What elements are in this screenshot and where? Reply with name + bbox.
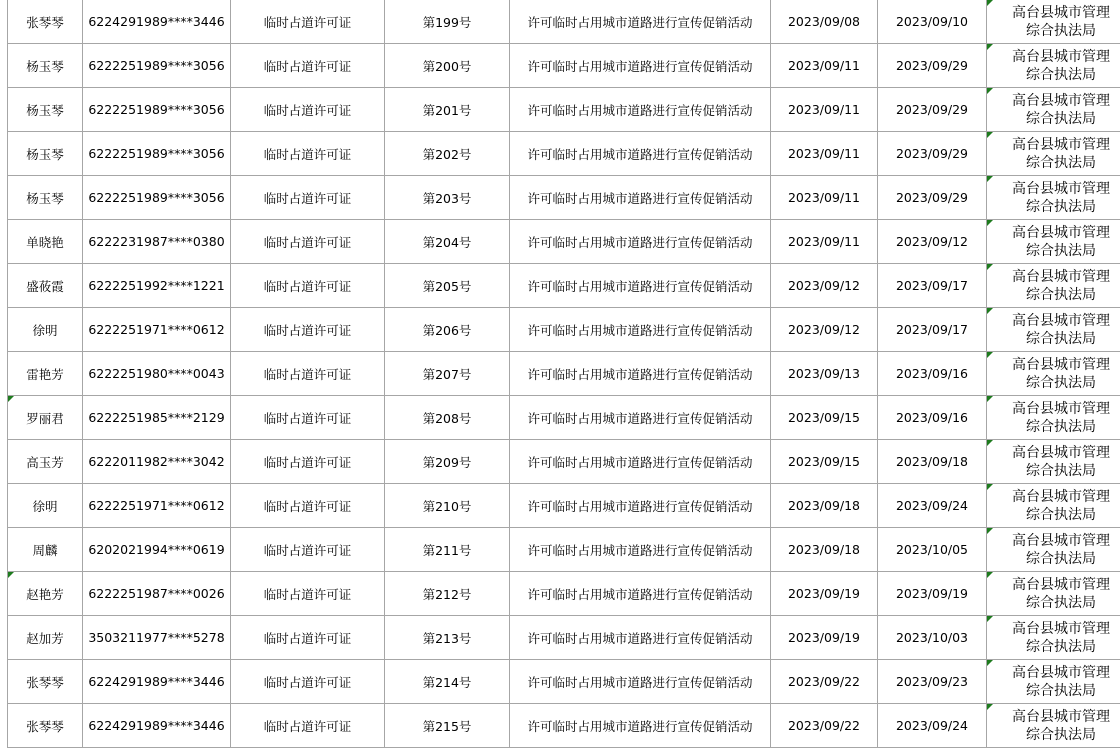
cell-note-marker — [987, 704, 993, 710]
issuing-authority-cell[interactable] — [987, 572, 1120, 616]
id-number-cell[interactable]: 6222251971****0612 — [83, 308, 231, 352]
permit-number-cell[interactable]: 第202号 — [385, 132, 510, 176]
table-row — [8, 176, 1120, 220]
applicant-name-cell[interactable]: 张琴琴 — [8, 660, 83, 704]
permit-content-cell[interactable]: 许可临时占用城市道路进行宣传促销活动 — [510, 660, 771, 704]
start-date-cell[interactable]: 2023/09/19 — [771, 616, 878, 660]
issuing-authority-cell[interactable] — [987, 704, 1120, 748]
id-number-cell[interactable]: 6202021994****0619 — [83, 528, 231, 572]
applicant-name-cell[interactable]: 盛莜霞 — [8, 264, 83, 308]
permit-content-cell[interactable]: 许可临时占用城市道路进行宣传促销活动 — [510, 220, 771, 264]
applicant-name-cell[interactable]: 张琴琴 — [8, 704, 83, 748]
authority-line-1: 高台县城市管理 — [1012, 4, 1110, 21]
id-number-cell[interactable]: 6222251989****3056 — [83, 44, 231, 88]
authority-line-1: 高台县城市管理 — [1012, 92, 1110, 109]
end-date-cell[interactable]: 2023/09/23 — [878, 660, 987, 704]
end-date-cell[interactable]: 2023/09/24 — [878, 484, 987, 528]
cell-note-marker — [987, 132, 993, 138]
table-row — [8, 88, 1120, 132]
permit-number-cell[interactable]: 第199号 — [385, 0, 510, 44]
table-row — [8, 352, 1120, 396]
start-date-cell[interactable]: 2023/09/22 — [771, 660, 878, 704]
authority-line-2: 综合执法局 — [1026, 286, 1096, 303]
end-date-cell[interactable]: 2023/10/05 — [878, 528, 987, 572]
id-number-cell[interactable]: 6224291989****3446 — [83, 0, 231, 44]
permit-content-cell[interactable]: 许可临时占用城市道路进行宣传促销活动 — [510, 616, 771, 660]
issuing-authority-cell[interactable] — [987, 352, 1120, 396]
cell-note-marker — [8, 572, 14, 578]
authority-line-1: 高台县城市管理 — [1012, 488, 1110, 505]
table-row — [8, 44, 1120, 88]
cell-note-marker — [987, 176, 993, 182]
start-date-cell[interactable]: 2023/09/11 — [771, 220, 878, 264]
permit-number-cell[interactable]: 第215号 — [385, 704, 510, 748]
table-row — [8, 528, 1120, 572]
authority-line-1: 高台县城市管理 — [1012, 576, 1110, 593]
permit-content-cell[interactable]: 许可临时占用城市道路进行宣传促销活动 — [510, 0, 771, 44]
id-number-cell[interactable]: 3503211977****5278 — [83, 616, 231, 660]
cell-note-marker — [987, 440, 993, 446]
permit-type-cell[interactable]: 临时占道许可证 — [231, 484, 385, 528]
cell-note-marker — [987, 616, 993, 622]
cell-note-marker — [987, 572, 993, 578]
authority-line-1: 高台县城市管理 — [1012, 664, 1110, 681]
start-date-cell[interactable]: 2023/09/11 — [771, 88, 878, 132]
applicant-name-cell[interactable]: 赵艳芳 — [8, 572, 83, 616]
permit-content-cell[interactable]: 许可临时占用城市道路进行宣传促销活动 — [510, 484, 771, 528]
permit-content-cell[interactable]: 许可临时占用城市道路进行宣传促销活动 — [510, 528, 771, 572]
permit-type-cell[interactable]: 临时占道许可证 — [231, 220, 385, 264]
authority-line-2: 综合执法局 — [1026, 242, 1096, 259]
applicant-name-cell[interactable]: 周麟 — [8, 528, 83, 572]
permit-number-cell[interactable]: 第201号 — [385, 88, 510, 132]
issuing-authority-cell[interactable] — [987, 396, 1120, 440]
id-number-cell[interactable]: 6222251989****3056 — [83, 88, 231, 132]
end-date-cell[interactable]: 2023/09/24 — [878, 704, 987, 748]
table-row — [8, 220, 1120, 264]
permit-content-cell[interactable]: 许可临时占用城市道路进行宣传促销活动 — [510, 44, 771, 88]
permit-content-cell[interactable]: 许可临时占用城市道路进行宣传促销活动 — [510, 308, 771, 352]
authority-line-1: 高台县城市管理 — [1012, 180, 1110, 197]
start-date-cell[interactable]: 2023/09/22 — [771, 704, 878, 748]
applicant-name-cell[interactable]: 罗丽君 — [8, 396, 83, 440]
start-date-cell[interactable]: 2023/09/18 — [771, 528, 878, 572]
permit-number-cell[interactable]: 第200号 — [385, 44, 510, 88]
issuing-authority-cell[interactable] — [987, 220, 1120, 264]
permit-content-cell[interactable]: 许可临时占用城市道路进行宣传促销活动 — [510, 396, 771, 440]
id-number-cell[interactable]: 6222251992****1221 — [83, 264, 231, 308]
start-date-cell[interactable]: 2023/09/18 — [771, 484, 878, 528]
start-date-cell[interactable]: 2023/09/13 — [771, 352, 878, 396]
permit-content-cell[interactable]: 许可临时占用城市道路进行宣传促销活动 — [510, 88, 771, 132]
id-number-cell[interactable]: 6222251985****2129 — [83, 396, 231, 440]
issuing-authority-cell[interactable] — [987, 264, 1120, 308]
id-number-cell[interactable]: 6224291989****3446 — [83, 660, 231, 704]
cell-note-marker — [987, 0, 993, 6]
authority-line-1: 高台县城市管理 — [1012, 312, 1110, 329]
applicant-name-cell[interactable]: 雷艳芳 — [8, 352, 83, 396]
applicant-name-cell[interactable]: 杨玉琴 — [8, 88, 83, 132]
permit-type-cell[interactable]: 临时占道许可证 — [231, 528, 385, 572]
authority-line-2: 综合执法局 — [1026, 22, 1096, 39]
issuing-authority-cell[interactable] — [987, 132, 1120, 176]
cell-note-marker — [8, 396, 14, 402]
table-body — [8, 0, 1120, 748]
cell-note-marker — [987, 484, 993, 490]
cell-note-marker — [987, 44, 993, 50]
end-date-cell[interactable]: 2023/09/29 — [878, 44, 987, 88]
table-row — [8, 616, 1120, 660]
end-date-cell[interactable]: 2023/09/19 — [878, 572, 987, 616]
end-date-cell[interactable]: 2023/09/16 — [878, 352, 987, 396]
issuing-authority-cell[interactable] — [987, 88, 1120, 132]
permit-number-cell[interactable]: 第203号 — [385, 176, 510, 220]
permit-content-cell[interactable]: 许可临时占用城市道路进行宣传促销活动 — [510, 572, 771, 616]
applicant-name-cell[interactable]: 杨玉琴 — [8, 176, 83, 220]
issuing-authority-cell[interactable] — [987, 308, 1120, 352]
authority-line-1: 高台县城市管理 — [1012, 268, 1110, 285]
table-row — [8, 572, 1120, 616]
end-date-cell[interactable]: 2023/09/12 — [878, 220, 987, 264]
authority-line-2: 综合执法局 — [1026, 418, 1096, 435]
end-date-cell[interactable]: 2023/09/16 — [878, 396, 987, 440]
permit-type-cell[interactable]: 临时占道许可证 — [231, 132, 385, 176]
permit-content-cell[interactable]: 许可临时占用城市道路进行宣传促销活动 — [510, 176, 771, 220]
permit-type-cell[interactable]: 临时占道许可证 — [231, 264, 385, 308]
table-row — [8, 264, 1120, 308]
issuing-authority-cell[interactable] — [987, 484, 1120, 528]
permit-content-cell[interactable]: 许可临时占用城市道路进行宣传促销活动 — [510, 704, 771, 748]
applicant-name-cell[interactable]: 杨玉琴 — [8, 132, 83, 176]
authority-line-1: 高台县城市管理 — [1012, 708, 1110, 725]
cell-note-marker — [987, 396, 993, 402]
authority-line-2: 综合执法局 — [1026, 66, 1096, 83]
permit-content-cell[interactable]: 许可临时占用城市道路进行宣传促销活动 — [510, 132, 771, 176]
start-date-cell[interactable]: 2023/09/11 — [771, 44, 878, 88]
table-row — [8, 484, 1120, 528]
permit-number-cell[interactable]: 第211号 — [385, 528, 510, 572]
end-date-cell[interactable]: 2023/09/29 — [878, 132, 987, 176]
authority-line-1: 高台县城市管理 — [1012, 224, 1110, 241]
permit-type-cell[interactable]: 临时占道许可证 — [231, 0, 385, 44]
permit-type-cell[interactable]: 临时占道许可证 — [231, 176, 385, 220]
cell-note-marker — [987, 660, 993, 666]
permit-number-cell[interactable]: 第214号 — [385, 660, 510, 704]
permit-type-cell[interactable]: 临时占道许可证 — [231, 396, 385, 440]
id-number-cell[interactable]: 6222011982****3042 — [83, 440, 231, 484]
applicant-name-cell[interactable]: 杨玉琴 — [8, 44, 83, 88]
applicant-name-cell[interactable]: 高玉芳 — [8, 440, 83, 484]
start-date-cell[interactable]: 2023/09/08 — [771, 0, 878, 44]
authority-line-2: 综合执法局 — [1026, 462, 1096, 479]
id-number-cell[interactable]: 6222231987****0380 — [83, 220, 231, 264]
end-date-cell[interactable]: 2023/09/10 — [878, 0, 987, 44]
issuing-authority-cell[interactable] — [987, 660, 1120, 704]
permit-type-cell[interactable]: 临时占道许可证 — [231, 616, 385, 660]
authority-line-1: 高台县城市管理 — [1012, 620, 1110, 637]
id-number-cell[interactable]: 6222251971****0612 — [83, 484, 231, 528]
table-row — [8, 440, 1120, 484]
table-row — [8, 132, 1120, 176]
id-number-cell[interactable]: 6222251989****3056 — [83, 132, 231, 176]
permit-type-cell[interactable]: 临时占道许可证 — [231, 308, 385, 352]
authority-line-1: 高台县城市管理 — [1012, 400, 1110, 417]
applicant-name-cell[interactable]: 徐明 — [8, 484, 83, 528]
permit-number-cell[interactable]: 第206号 — [385, 308, 510, 352]
permit-number-cell[interactable]: 第212号 — [385, 572, 510, 616]
end-date-cell[interactable]: 2023/09/29 — [878, 88, 987, 132]
issuing-authority-cell[interactable] — [987, 176, 1120, 220]
applicant-name-cell[interactable]: 赵加芳 — [8, 616, 83, 660]
end-date-cell[interactable]: 2023/09/17 — [878, 264, 987, 308]
authority-line-2: 综合执法局 — [1026, 154, 1096, 171]
authority-line-1: 高台县城市管理 — [1012, 136, 1110, 153]
authority-line-2: 综合执法局 — [1026, 638, 1096, 655]
end-date-cell[interactable]: 2023/10/03 — [878, 616, 987, 660]
issuing-authority-cell[interactable] — [987, 440, 1120, 484]
permit-type-cell[interactable]: 临时占道许可证 — [231, 660, 385, 704]
applicant-name-cell[interactable]: 单晓艳 — [8, 220, 83, 264]
authority-line-1: 高台县城市管理 — [1012, 444, 1110, 461]
permit-number-cell[interactable]: 第204号 — [385, 220, 510, 264]
id-number-cell[interactable]: 6222251980****0043 — [83, 352, 231, 396]
permit-type-cell[interactable]: 临时占道许可证 — [231, 704, 385, 748]
permit-number-cell[interactable]: 第210号 — [385, 484, 510, 528]
permit-number-cell[interactable]: 第205号 — [385, 264, 510, 308]
authority-line-2: 综合执法局 — [1026, 330, 1096, 347]
authority-line-2: 综合执法局 — [1026, 198, 1096, 215]
issuing-authority-cell[interactable] — [987, 616, 1120, 660]
applicant-name-cell[interactable]: 徐明 — [8, 308, 83, 352]
permit-content-cell[interactable]: 许可临时占用城市道路进行宣传促销活动 — [510, 352, 771, 396]
permit-table — [7, 0, 1120, 748]
authority-line-2: 综合执法局 — [1026, 682, 1096, 699]
start-date-cell[interactable]: 2023/09/11 — [771, 176, 878, 220]
issuing-authority-cell[interactable] — [987, 528, 1120, 572]
permit-number-cell[interactable]: 第208号 — [385, 396, 510, 440]
start-date-cell[interactable]: 2023/09/12 — [771, 264, 878, 308]
authority-line-2: 综合执法局 — [1026, 506, 1096, 523]
table-row — [8, 308, 1120, 352]
authority-line-2: 综合执法局 — [1026, 550, 1096, 567]
cell-note-marker — [987, 220, 993, 226]
authority-line-1: 高台县城市管理 — [1012, 356, 1110, 373]
permit-type-cell[interactable]: 临时占道许可证 — [231, 88, 385, 132]
id-number-cell[interactable]: 6224291989****3446 — [83, 704, 231, 748]
id-number-cell[interactable]: 6222251987****0026 — [83, 572, 231, 616]
end-date-cell[interactable]: 2023/09/18 — [878, 440, 987, 484]
authority-line-2: 综合执法局 — [1026, 726, 1096, 743]
authority-line-1: 高台县城市管理 — [1012, 48, 1110, 65]
cell-note-marker — [987, 308, 993, 314]
start-date-cell[interactable]: 2023/09/15 — [771, 440, 878, 484]
start-date-cell[interactable]: 2023/09/11 — [771, 132, 878, 176]
issuing-authority-cell[interactable] — [987, 0, 1120, 44]
permit-number-cell[interactable]: 第209号 — [385, 440, 510, 484]
permit-type-cell[interactable]: 临时占道许可证 — [231, 440, 385, 484]
permit-type-cell[interactable]: 临时占道许可证 — [231, 572, 385, 616]
permit-number-cell[interactable]: 第213号 — [385, 616, 510, 660]
cell-note-marker — [987, 352, 993, 358]
cell-note-marker — [987, 88, 993, 94]
permit-content-cell[interactable]: 许可临时占用城市道路进行宣传促销活动 — [510, 440, 771, 484]
permit-content-cell[interactable]: 许可临时占用城市道路进行宣传促销活动 — [510, 264, 771, 308]
id-number-cell[interactable]: 6222251989****3056 — [83, 176, 231, 220]
authority-line-2: 综合执法局 — [1026, 374, 1096, 391]
issuing-authority-cell[interactable] — [987, 44, 1120, 88]
table-row — [8, 396, 1120, 440]
authority-line-2: 综合执法局 — [1026, 110, 1096, 127]
permit-type-cell[interactable]: 临时占道许可证 — [231, 352, 385, 396]
start-date-cell[interactable]: 2023/09/19 — [771, 572, 878, 616]
end-date-cell[interactable]: 2023/09/29 — [878, 176, 987, 220]
applicant-name-cell[interactable]: 张琴琴 — [8, 0, 83, 44]
table-row — [8, 660, 1120, 704]
authority-line-1: 高台县城市管理 — [1012, 532, 1110, 549]
cell-note-marker — [987, 264, 993, 270]
authority-line-2: 综合执法局 — [1026, 594, 1096, 611]
table-row — [8, 0, 1120, 44]
permit-type-cell[interactable]: 临时占道许可证 — [231, 44, 385, 88]
table-row — [8, 704, 1120, 748]
permit-number-cell[interactable]: 第207号 — [385, 352, 510, 396]
cell-note-marker — [987, 528, 993, 534]
start-date-cell[interactable]: 2023/09/15 — [771, 396, 878, 440]
end-date-cell[interactable]: 2023/09/17 — [878, 308, 987, 352]
start-date-cell[interactable]: 2023/09/12 — [771, 308, 878, 352]
